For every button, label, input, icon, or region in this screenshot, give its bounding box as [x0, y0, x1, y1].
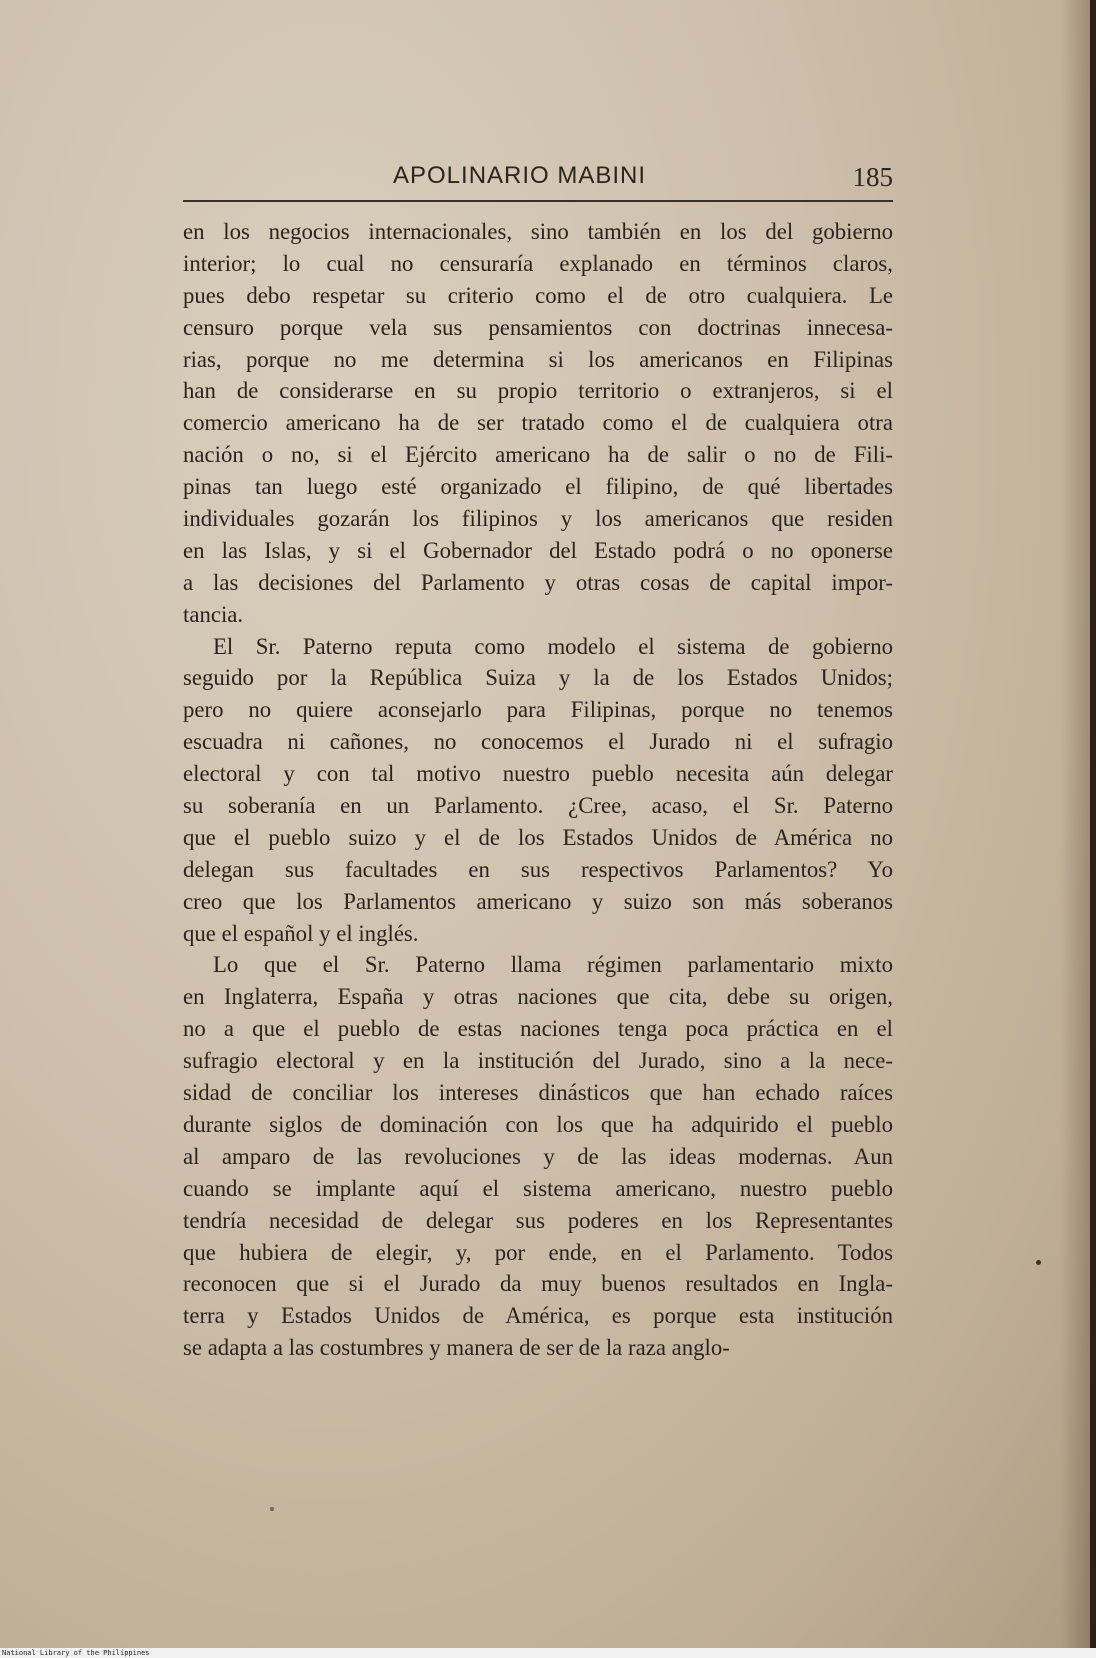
running-head: APOLINARIO MABINI	[393, 162, 647, 189]
text-line: se adapta a las costumbres y manera de ser de la raza anglo-	[183, 1335, 730, 1361]
scan-footer	[0, 1648, 1096, 1658]
text-line: reconocen que si el Jurado da muy buenos resultados en Ingla-	[183, 1271, 893, 1297]
text-line: sufragio electoral y en la institución del Jurado, sino a la nece-	[183, 1048, 893, 1074]
paragraph	[183, 216, 893, 631]
text-line: escuadra ni cañones, no conocemos el Jurado ni el sufragio	[183, 729, 893, 755]
text-line: que el pueblo suizo y el de los Estados Unidos de América no	[183, 824, 893, 850]
text-line: pinas tan luego esté organizado el filipino, de qué libertades	[183, 474, 893, 500]
text-line: nación o no, si el Ejército americano ha de salir o no de Fili-	[183, 442, 893, 468]
text-line: censuro porque vela sus pensamientos con doctrinas innecesa-	[183, 314, 893, 340]
text-line: pues debo respetar su criterio como el de otro cualquiera. Le	[183, 282, 893, 308]
text-line: en los negocios internacionales, sino también en los del gobierno	[183, 219, 893, 244]
text-line: a las decisiones del Parlamento y otras cosas de capital impor-	[183, 569, 893, 595]
page-edge-shadow	[1090, 0, 1096, 1658]
text-line: delegan sus facultades en sus respectivos Parlamentos? Yo	[183, 856, 893, 882]
text-line: pero no quiere aconsejarlo para Filipinas, porque no tenemos	[183, 697, 893, 723]
text-line: rias, porque no me determina si los americanos en Filipinas	[183, 346, 893, 372]
text-line: creo que los Parlamentos americano y suizo son más soberanos	[183, 888, 893, 914]
paragraph	[183, 631, 893, 950]
text-line: seguido por la República Suiza y la de los Estados Unidos;	[183, 665, 893, 691]
text-line: que hubiera de elegir, y, por ende, en el Parlamento. Todos	[183, 1239, 893, 1265]
ink-speck	[270, 1507, 274, 1511]
ink-speck	[1036, 1260, 1041, 1265]
text-line: en las Islas, y si el Gobernador del Estado podrá o no oponerse	[183, 537, 893, 563]
text-line: electoral y con tal motivo nuestro pueblo necesita aún delegar	[183, 761, 893, 787]
body-text	[183, 216, 893, 1364]
text-line: Lo que el Sr. Paterno llama régimen parlamentario mixto	[213, 952, 893, 978]
text-line: cuando se implante aquí el sistema americano, nuestro pueblo	[183, 1175, 893, 1201]
text-line: su soberanía en un Parlamento. ¿Cree, acaso, el Sr. Paterno	[183, 793, 893, 819]
text-line: El Sr. Paterno reputa como modelo el sistema de gobierno	[213, 633, 893, 659]
paragraph	[183, 949, 893, 1364]
text-line: han de considerarse en su propio territorio o extranjeros, si el	[183, 378, 893, 404]
text-line: en Inglaterra, España y otras naciones que cita, debe su origen,	[183, 984, 893, 1010]
text-line: tendría necesidad de delegar sus poderes en los Representantes	[183, 1207, 893, 1233]
text-line: comercio americano ha de ser tratado como el de cualquiera otra	[183, 410, 893, 436]
page-number: 185	[852, 162, 893, 192]
text-line: al amparo de las revoluciones y de las ideas modernas. Aun	[183, 1143, 893, 1169]
scan-credit: National Library of the Philippines	[2, 1649, 150, 1657]
text-line: no a que el pueblo de estas naciones tenga poca práctica en el	[183, 1016, 893, 1042]
text-line: sidad de conciliar los intereses dinásticos que han echado raíces	[183, 1080, 893, 1106]
page-header	[183, 158, 893, 198]
text-line: interior; lo cual no censuraría explanado en términos claros,	[183, 250, 893, 276]
text-line: terra y Estados Unidos de América, es porque esta institución	[183, 1303, 893, 1329]
text-line: durante siglos de dominación con los que ha adquirido el pueblo	[183, 1111, 893, 1137]
text-line: tancia.	[183, 601, 244, 627]
header-rule	[183, 200, 893, 202]
text-line: individuales gozarán los filipinos y los americanos que residen	[183, 506, 893, 532]
text-line: que el español y el inglés.	[183, 920, 419, 946]
